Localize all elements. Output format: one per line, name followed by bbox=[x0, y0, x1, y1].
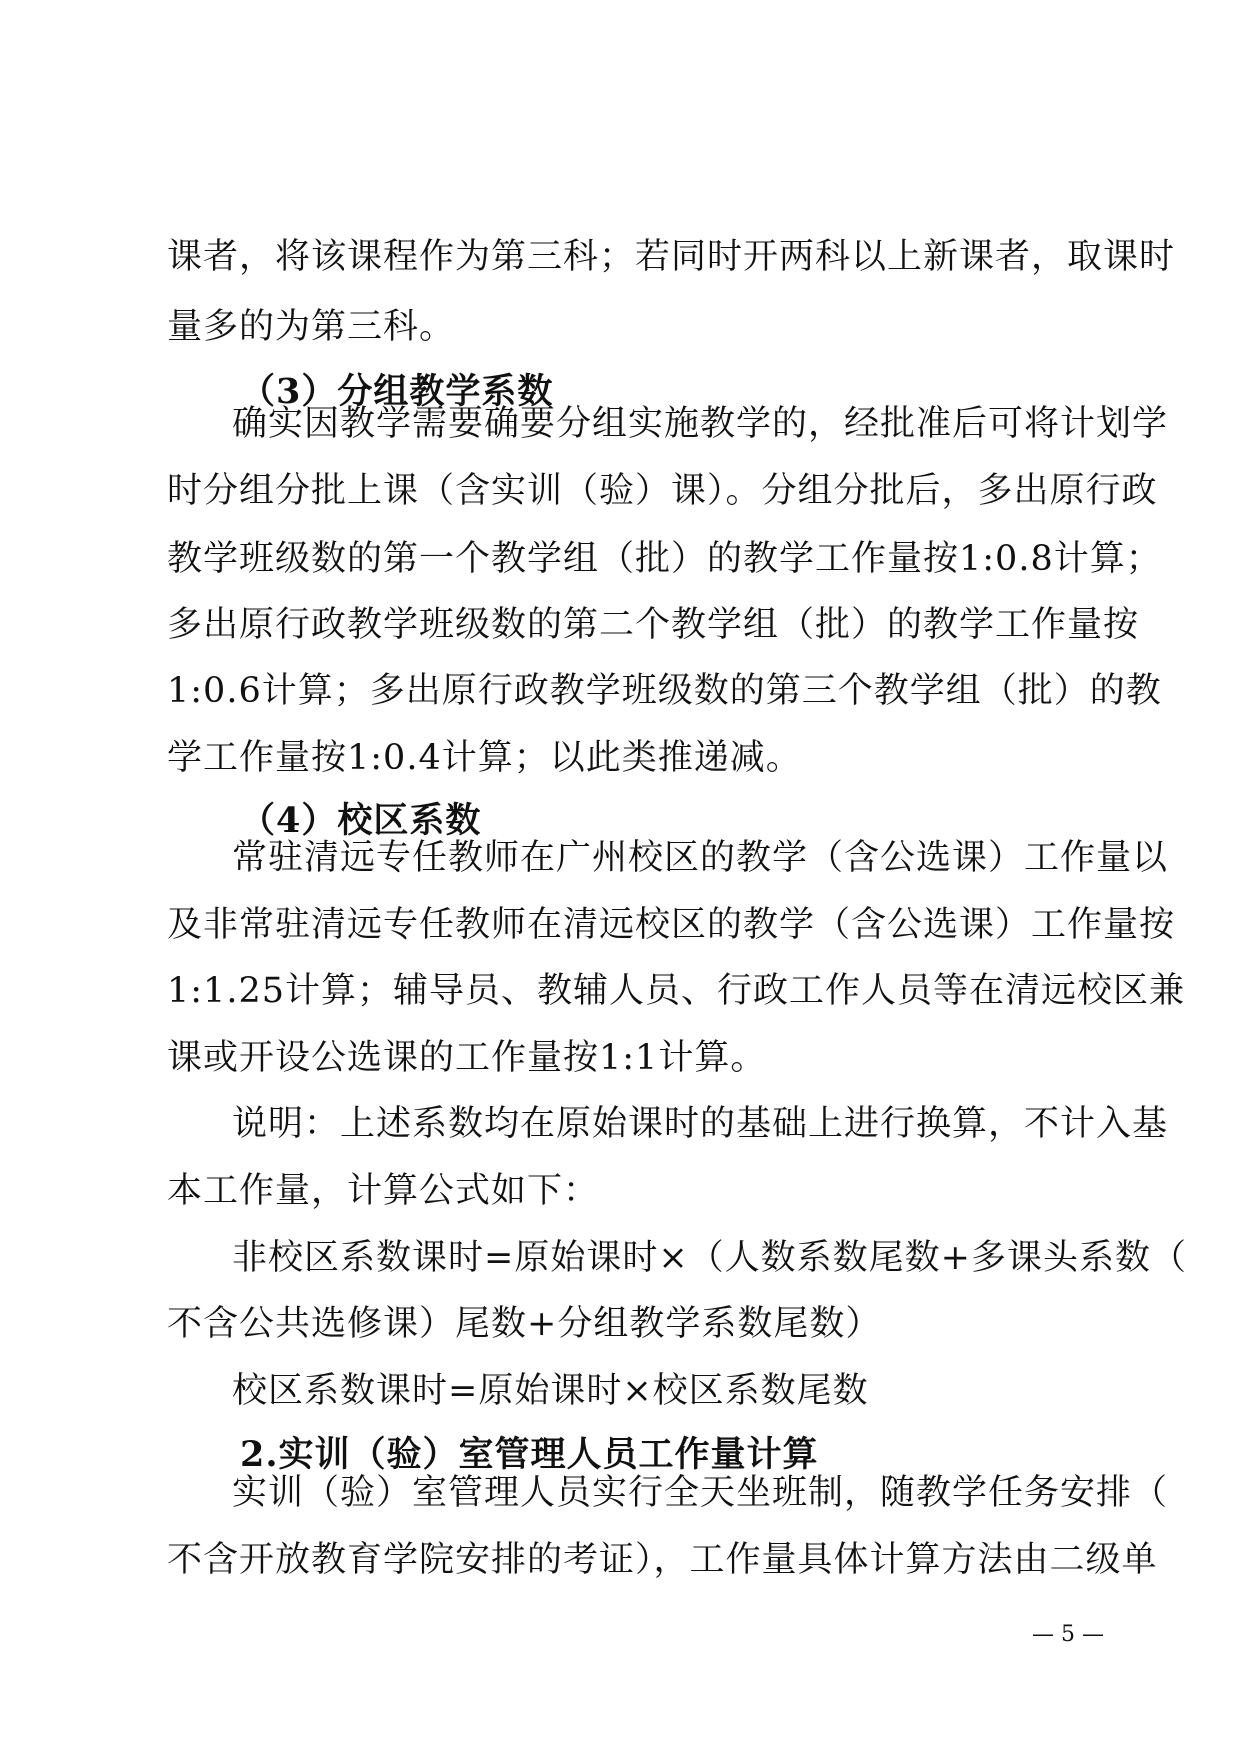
section-heading: （4）校区系数 bbox=[240, 800, 482, 841]
body-text-line: 时分组分批上课（含实训（验）课）。分组分批后，多出原行政 bbox=[167, 471, 1158, 511]
body-text-line: 课者，将该课程作为第三科；若同时开两科以上新课者，取课时 bbox=[167, 237, 1176, 277]
body-text-line: 确实因教学需要确要分组实施教学的，经批准后可将计划学 bbox=[232, 404, 1169, 444]
body-text-line: 量多的为第三科。 bbox=[167, 307, 456, 347]
note-text-line: 说明：上述系数均在原始课时的基础上进行换算，不计入基 bbox=[232, 1104, 1169, 1144]
body-text-line: 常驻清远专任教师在广州校区的教学（含公选课）工作量以 bbox=[232, 838, 1169, 878]
body-text-line: 学工作量按1:0.4计算；以此类推递减。 bbox=[167, 738, 802, 778]
formula-line: 不含公共选修课）尾数+分组教学系数尾数） bbox=[167, 1304, 882, 1344]
formula-line: 非校区系数课时=原始课时×（人数系数尾数+多课头系数（ bbox=[232, 1238, 1187, 1278]
body-text-line: 1:0.6计算；多出原行政教学班级数的第三个教学组（批）的教 bbox=[167, 671, 1162, 711]
formula-line: 校区系数课时=原始课时×校区系数尾数 bbox=[232, 1371, 869, 1411]
page-number: — 5 — bbox=[1032, 1622, 1104, 1647]
body-text-line: 实训（验）室管理人员实行全天坐班制，随教学任务安排（ bbox=[232, 1473, 1169, 1513]
section-heading: 2.实训（验）室管理人员工作量计算 bbox=[240, 1434, 819, 1475]
note-text-line: 本工作量，计算公式如下： bbox=[167, 1171, 600, 1211]
body-text-line: 不含开放教育学院安排的考证），工作量具体计算方法由二级单 bbox=[167, 1540, 1158, 1580]
body-text-line: 1:1.25计算；辅导员、教辅人员、行政工作人员等在清远校区兼 bbox=[167, 971, 1185, 1011]
section-heading: （3）分组教学系数 bbox=[240, 371, 554, 412]
body-text-line: 教学班级数的第一个教学组（批）的教学工作量按1:0.8计算； bbox=[167, 539, 1162, 579]
body-text-line: 多出原行政教学班级数的第二个教学组（批）的教学工作量按 bbox=[167, 605, 1140, 645]
body-text-line: 课或开设公选课的工作量按1:1计算。 bbox=[167, 1038, 767, 1078]
body-text-line: 及非常驻清远专任教师在清远校区的教学（含公选课）工作量按 bbox=[167, 905, 1176, 945]
